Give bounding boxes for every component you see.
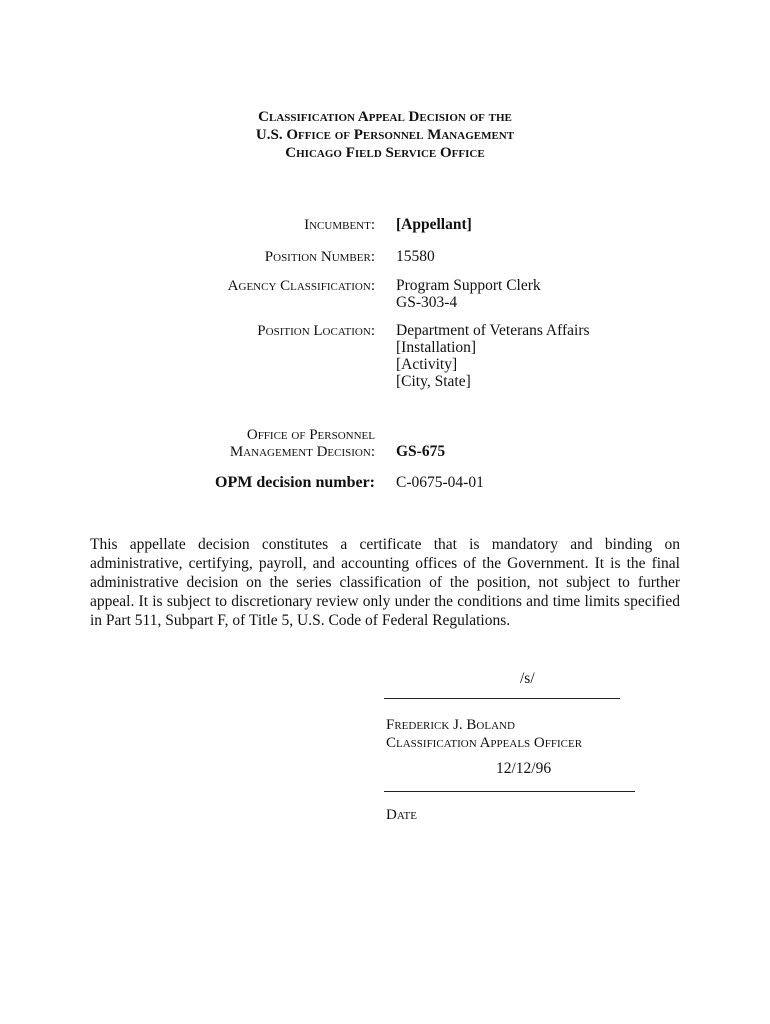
position-number-value: 15580 <box>396 248 435 265</box>
signer-block <box>386 716 582 752</box>
signer-name: Frederick J. Boland <box>386 717 515 733</box>
position-location-value <box>396 322 590 390</box>
position-number-label: Position Number: <box>264 249 375 265</box>
location-activity: [Activity] <box>396 356 458 373</box>
position-location-label: Position Location: <box>257 323 375 339</box>
date-line <box>384 791 635 792</box>
location-city-state: [City, State] <box>396 373 471 390</box>
location-department: Department of Veterans Affairs <box>396 322 590 339</box>
opm-decision-label-line-2: Management Decision: <box>229 444 375 460</box>
date-label: Date <box>386 807 417 823</box>
header-line-3: Chicago Field Service Office <box>285 145 485 161</box>
decision-statement: This appellate decision constitutes a certificate that is mandatory and binding on administrative, certifying, payroll, and accounting offices of the Government. It is the final administrative decision on the series classification of the position, not subject to further appeal. It is subject to discretionary review only under the conditions and time limits specified in Part 511, Subpart F, of Title 5, U.S. Code of Federal Regulations. <box>90 536 680 629</box>
opm-decision-label-line-1: Office of Personnel <box>246 427 375 443</box>
document-header <box>0 108 770 162</box>
signature-date: 12/12/96 <box>496 760 552 777</box>
signature-mark: /s/ <box>520 670 535 687</box>
opm-decision-label <box>230 427 375 461</box>
incumbent-label: Incumbent: <box>304 217 375 233</box>
signature-line <box>384 698 620 699</box>
opm-decision-number-label: OPM decision number: <box>215 474 375 491</box>
incumbent-value: [Appellant] <box>396 216 472 233</box>
header-line-2: U.S. Office of Personnel Management <box>255 127 515 143</box>
location-installation: [Installation] <box>396 339 477 356</box>
opm-decision-number-value: C-0675-04-01 <box>396 474 484 491</box>
signer-title: Classification Appeals Officer <box>386 735 583 751</box>
opm-decision-value: GS-675 <box>396 443 446 460</box>
agency-classification-label: Agency Classification: <box>227 278 375 294</box>
header-line-1: Classification Appeal Decision of the <box>258 109 512 125</box>
agency-classification-value <box>396 277 541 311</box>
agency-classification-grade: GS-303-4 <box>396 294 458 311</box>
agency-classification-title: Program Support Clerk <box>396 277 541 294</box>
